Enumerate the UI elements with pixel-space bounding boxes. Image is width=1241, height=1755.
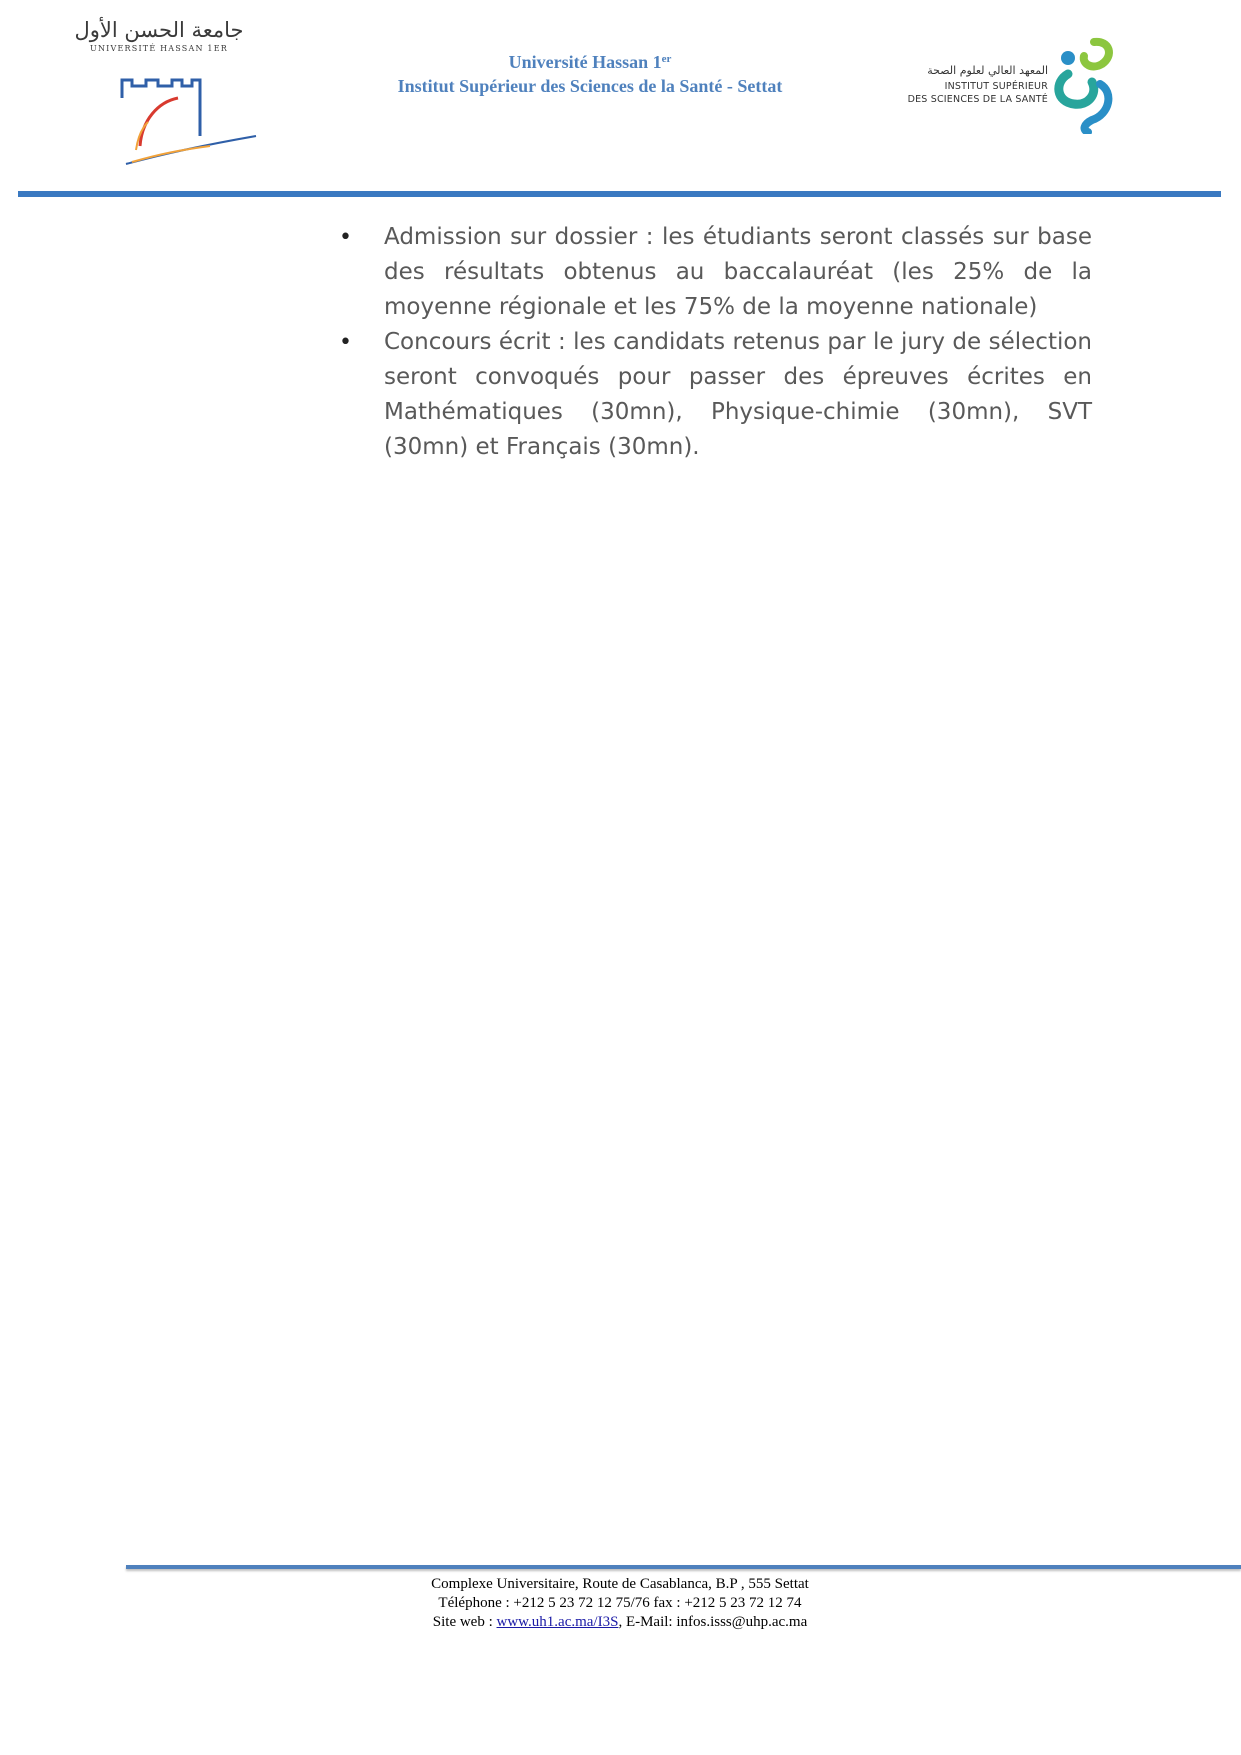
isss-arabic-name: المعهد العالي لعلوم الصحة [927,64,1048,77]
isss-name-line2: DES SCIENCES DE LA SANTÉ [907,94,1048,105]
footer-contact: Site web : www.uh1.ac.ma/I3S, E-Mail: infos.isss@uhp.ac.ma [432,1614,808,1630]
university-name: Université Hassan 1er [508,52,672,72]
isss-logo-text [908,64,1048,106]
footer-address: Complexe Universitaire, Route de Casablanca, B.P , 555 Settat [431,1576,809,1592]
bullet-icon: • [339,225,352,250]
header-divider [18,191,1221,197]
bullet-icon: • [339,330,352,355]
footer-phone: Téléphone : +212 5 23 72 12 75/76 fax : +212 5 23 72 12 74 [438,1595,802,1611]
list-item-text: Admission sur dossier : les étudiants seront classés sur base des résultats obtenus au baccalauréat (les 25% de la moyenne régionale et les 75% de la moyenne nationale) [384,224,1092,320]
institution-title [330,50,850,98]
admission-criteria-list [334,220,1092,465]
institute-name: Institut Supérieur des Sciences de la Santé - Settat [397,76,783,96]
footer-divider [126,1565,1241,1569]
page-footer [300,1575,940,1632]
isss-emblem-icon [1048,34,1120,134]
list-item [334,220,1092,325]
logo-arabic-name: جامعة الحسن الأول [74,18,244,42]
isss-name-line1: INSTITUT SUPÉRIEUR [944,81,1048,92]
list-item [334,325,1092,465]
castle-tower-icon [70,58,260,168]
logo-latin-name: UNIVERSITÉ HASSAN 1ER [90,44,228,53]
website-link[interactable]: www.uh1.ac.ma/I3S [496,1614,619,1630]
list-item-text: Concours écrit : les candidats retenus par le jury de sélection seront convoqués pour passer des épreuves écrites en Mathématiques (30mn), Physique-chimie (30mn), SVT (30mn) et Français (30mn). [384,329,1092,460]
isss-logo [880,34,1120,134]
universite-hassan-logo [70,18,260,148]
document-body [334,220,1092,465]
